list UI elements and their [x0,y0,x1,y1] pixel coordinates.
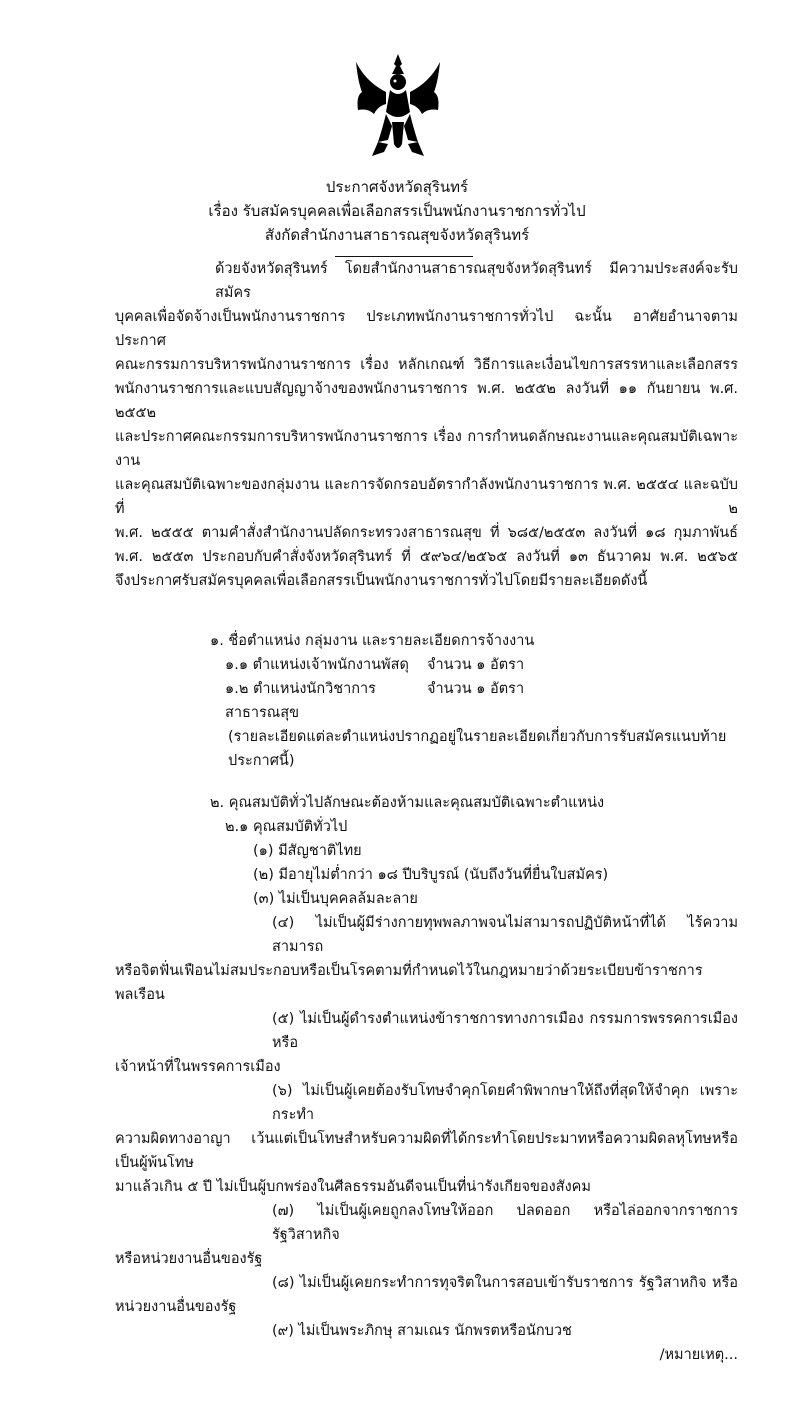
qualification-item: (๕) ไม่เป็นผู้ดำรงตำแหน่งข้าราชการทางการเมือง กรรมการพรรคการเมือง หรือ [272,1011,738,1051]
qualification-item: (๘) ไม่เป็นผู้เคยกระทำการทุจริตในการสอบเข้ารับราชการ รัฐวิสาหกิจ หรือ [272,1275,738,1291]
section1-heading: ๑. ชื่อตำแหน่ง กลุ่มงาน และรายละเอียดการจ้างงาน [210,633,535,649]
qualification-item: (๖) ไม่เป็นผู้เคยต้องรับโทษจำคุกโดยคำพิพากษาให้ถึงที่สุดให้จำคุก เพราะกระทำ [272,1083,738,1123]
intro-line: พนักงานราชการและแบบสัญญาจ้างของพนักงานราชการ พ.ศ. ๒๕๕๒ ลงวันที่ ๑๑ กันยายน พ.ศ. ๒๕๕๒ [115,381,738,421]
intro-line: บุคคลเพื่อจัดจ้างเป็นพนักงานราชการ ประเภทพนักงานราชการทั่วไป ฉะนั้น อาศัยอำนาจตามประกาศ [115,309,738,349]
intro-paragraph [115,257,738,593]
qualification-item: เจ้าหน้าที่ในพรรคการเมือง [115,1059,281,1075]
position-row [115,653,738,677]
document-subject: เรื่อง รับสมัครบุคคลเพื่อเลือกสรรเป็นพนักงานราชการทั่วไป [208,202,586,220]
continuation-note: /หมายเหตุ... [659,1347,738,1363]
intro-line: คณะกรรมการบริหารพนักงานราชการ เรื่อง หลักเกณฑ์ วิธีการและเงื่อนไขการสรรหาและเลือกสรร [115,357,738,373]
qualification-item: (๑) มีสัญชาติไทย [253,843,362,859]
qualification-list [115,839,738,1343]
position-count: จำนวน ๑ อัตรา [427,681,525,697]
section1-note: (รายละเอียดแต่ละตำแหน่งปรากฏอยู่ในรายละเอียดเกี่ยวกับการรับสมัครแนบท้ายประกาศนี้) [228,729,727,769]
intro-line: และประกาศคณะกรรมการบริหารพนักงานราชการ เรื่อง การกำหนดลักษณะงานและคุณสมบัติเฉพาะงาน [115,429,738,469]
qualification-item: (๔) ไม่เป็นผู้มีร่างกายทุพพลภาพจนไม่สามารถปฏิบัติหน้าที่ได้ ไร้ความสามารถ [272,915,738,955]
qualification-item: มาแล้วเกิน ๕ ปี ไม่เป็นผู้บกพร่องในศีลธรรมอันดีจนเป็นที่น่ารังเกียจของสังคม [115,1179,591,1195]
document-agency: สังกัดสำนักงานสาธารณสุขจังหวัดสุรินทร์ [264,226,530,244]
position-name: ๑.๑ ตำแหน่งเจ้าพนักงานพัสดุ [225,657,409,673]
section2-subheading: ๒.๑ คุณสมบัติทั่วไป [225,819,348,835]
position-row [115,677,738,725]
qualification-item: (๗) ไม่เป็นผู้เคยถูกลงโทษให้ออก ปลดออก หรือไล่ออกจากราชการ รัฐวิสาหกิจ [272,1203,738,1243]
qualification-item: หรือจิตฟั่นเฟือนไม่สมประกอบหรือเป็นโรคตามที่กำหนดไว้ในกฎหมายว่าด้วยระเบียบข้าราชการพลเรือน [115,963,703,1003]
intro-line: พ.ศ. ๒๕๕๓ ประกอบกับคำสั่งจังหวัดสุรินทร์ ที่ ๕๙๖๔/๒๕๖๕ ลงวันที่ ๑๓ ธันวาคม พ.ศ. ๒๕๖๕ [115,549,738,565]
intro-line: จึงประกาศรับสมัครบุคคลเพื่อเลือกสรรเป็นพนักงานราชการทั่วไปโดยมีรายละเอียดดังนี้ [115,573,648,589]
qualification-item: หน่วยงานอื่นของรัฐ [115,1299,237,1315]
section2-heading: ๒. คุณสมบัติทั่วไปลักษณะต้องห้ามและคุณสมบัติเฉพาะตำแหน่ง [210,795,605,811]
qualification-item: ความผิดทางอาญา เว้นแต่เป็นโทษสำหรับความผิดที่ได้กระทำโดยประมาทหรือความผิดลหุโทษหรือเป็นผู้พ้นโทษ [115,1131,738,1171]
intro-line: ด้วยจังหวัดสุรินทร์ โดยสำนักงานสาธารณสุขจังหวัดสุรินทร์ มีความประสงค์จะรับสมัคร [215,261,738,301]
position-name: ๑.๒ ตำแหน่งนักวิชาการสาธารณสุข [225,681,376,721]
garuda-emblem-icon [352,52,444,162]
intro-line: พ.ศ. ๒๕๕๕ ตามคำสั่งสำนักงานปลัดกระทรวงสาธารณสุข ที่ ๖๘๕/๒๕๕๓ ลงวันที่ ๑๘ กุมภาพันธ์ [115,525,738,541]
qualification-item: (๒) มีอายุไม่ต่ำกว่า ๑๘ ปีบริบูรณ์ (นับถึงวันที่ยื่นใบสมัคร) [253,867,609,883]
document-title: ประกาศจังหวัดสุรินทร์ [325,178,469,196]
intro-line: และคุณสมบัติเฉพาะของกลุ่มงาน และการจัดกรอบอัตรากำลังพนักงานราชการ พ.ศ. ๒๕๕๔ และฉบับที่ ๒ [115,477,738,517]
position-count: จำนวน ๑ อัตรา [427,657,525,673]
qualification-item: หรือหน่วยงานอื่นของรัฐ [115,1251,263,1267]
qualification-item: (๙) ไม่เป็นพระภิกษุ สามเณร นักพรตหรือนักบวช [272,1323,572,1339]
qualification-item: (๓) ไม่เป็นบุคคลล้มละลาย [253,891,418,907]
